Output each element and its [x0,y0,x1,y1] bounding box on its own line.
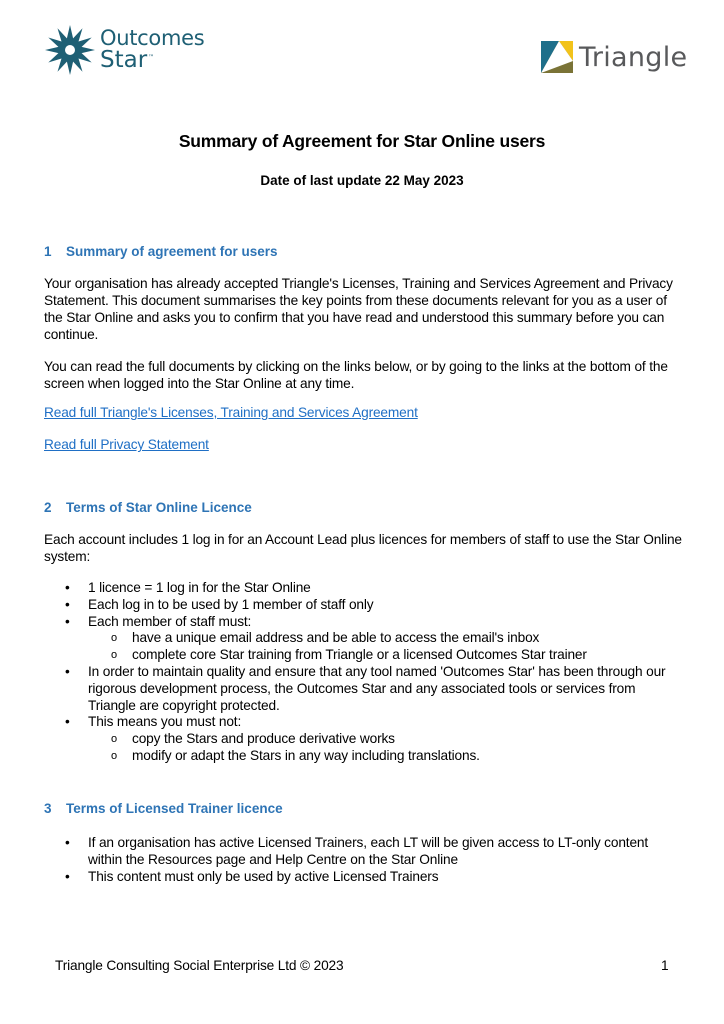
sub-list-item: o complete core Star training from Triangle or a licensed Outcomes Star trainer [88,647,682,664]
section-2-intro: Each account includes 1 log in for an Account Lead plus licences for members of staff to use the Star Online system: [44,532,682,564]
section-3-bullet-list [62,835,682,885]
sub-list [88,731,682,765]
sub-list [88,630,682,664]
section-2-heading [44,500,252,515]
triangle-logo-text: Triangle [579,41,688,73]
sub-list-item: o modify or adapt the Stars in any way including translations. [88,748,682,765]
section-3-heading [44,801,283,816]
trademark-mark: ™ [148,54,155,61]
section-number: 1 [44,244,52,259]
list-item: • This means you must not: o copy the Stars and produce derivative works o modify or adapt the Stars in any way including translations. [62,714,682,764]
document-title: Summary of Agreement for Star Online users [178,131,546,151]
section-number: 3 [44,801,52,816]
logo-word-outcomes: Outcomes [100,26,205,50]
licenses-agreement-link[interactable]: Read full Triangle's Licenses, Training and Services Agreement [44,405,418,420]
list-item: • If an organisation has active Licensed Trainers, each LT will be given access to LT-only content within the Resources page and Help Centre on the Star Online [62,835,682,869]
section-1-heading [44,244,278,259]
section-1-paragraph-1: Your organisation has already accepted Triangle's Licenses, Training and Services Agreement and Privacy Statement. This document summarises the key points from these documents relevant for you as a user of the Star Online and asks you to confirm that you have read and understood this summary before you can continue. [44,276,673,342]
footer-copyright: Triangle Consulting Social Enterprise Ltd © 2023 [55,958,344,973]
triangle-logo [541,41,687,73]
star-icon [44,24,96,76]
section-title: Terms of Star Online Licence [66,500,252,515]
logo-word-star: Star [100,47,148,73]
privacy-statement-link[interactable]: Read full Privacy Statement [44,437,209,452]
last-update-date: Date of last update 22 May 2023 [260,173,464,188]
triangle-logo-icon [541,41,573,73]
list-item: • Each log in to be used by 1 member of staff only [62,597,682,614]
sub-list-item: o have a unique email address and be able to access the email's inbox [88,630,682,647]
list-item: • Each member of staff must: o have a unique email address and be able to access the email's inbox o complete core Star training from Triangle or a licensed Outcomes Star trainer [62,614,682,664]
outcomes-star-logo [44,24,204,76]
section-2-bullet-list [62,580,682,765]
section-title: Terms of Licensed Trainer licence [66,801,283,816]
section-number: 2 [44,500,52,515]
list-item: • In order to maintain quality and ensure that any tool named 'Outcomes Star' has been through our rigorous development process, the Outcomes Star and any associated tools or services from Triangle are copyright protected. [62,664,682,714]
list-item: • 1 licence = 1 log in for the Star Online [62,580,682,597]
sub-list-item: o copy the Stars and produce derivative works [88,731,682,748]
section-1-paragraph-2: You can read the full documents by clicking on the links below, or by going to the links at the bottom of the screen when logged into the Star Online at any time. [44,359,668,391]
page-number: 1 [661,958,669,973]
list-item: • This content must only be used by active Licensed Trainers [62,869,682,886]
section-title: Summary of agreement for users [66,244,278,259]
